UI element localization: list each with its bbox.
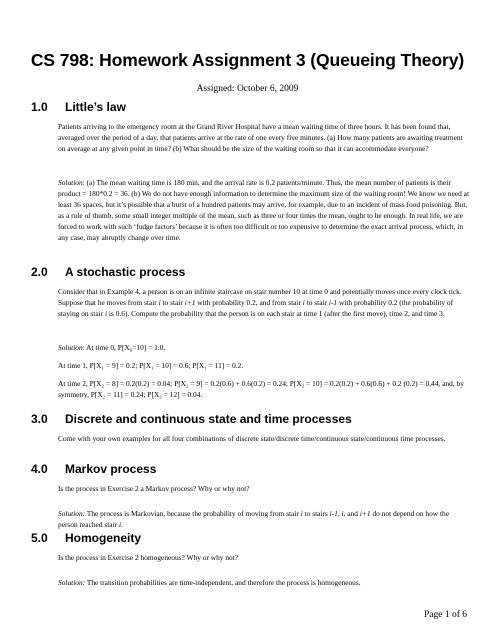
question-text: Consider that in Example 4, a person is on an infinite staircase on stair number 10 at time 0 and potentially moves once every clock tick. Suppose that he moves from stair	[58, 287, 462, 307]
solution-label: Solution	[58, 343, 83, 352]
assigned-date: Assigned: October 6, 2009	[196, 84, 299, 94]
question-text: with probability 0.2, and from stair	[195, 298, 303, 307]
section-heading-3	[31, 412, 352, 426]
solution-text: At time 1, P[X₁ = 9] = 0.2; P[X₁ = 10] = 0.6; P[X₁ = 11] = 0.2.	[58, 361, 244, 370]
page-title: CS 798: Homework Assignment 3 (Queueing Theory)	[30, 50, 465, 70]
question-text: with probability 0.2 (the probability of staying on stair	[58, 298, 454, 318]
solution-text: to stairs	[302, 509, 330, 518]
section-title: Markov process	[65, 462, 157, 476]
solution-label: Solution:	[58, 578, 86, 587]
section-heading-5	[31, 531, 141, 545]
solution-text: .	[121, 520, 123, 529]
question-text: is 0.6). Compute the probability that the person is on each stair at time 1 (after the first move), time 2, and time 3.	[107, 309, 445, 318]
math-var: i-1, i,	[329, 509, 346, 518]
solution-2-line-1	[58, 342, 470, 353]
question-3	[58, 433, 470, 444]
question-text: Is the process in Exercise 2 homogeneous? Why or why not?	[58, 553, 239, 562]
solution-label: Solution	[58, 178, 83, 187]
section-heading-4	[31, 462, 156, 476]
question-1	[58, 121, 470, 154]
section-number: 5.0	[31, 531, 48, 545]
question-5	[58, 552, 470, 563]
section-title: A stochastic process	[65, 265, 186, 279]
question-text: to stair	[160, 298, 185, 307]
section-number: 1.0	[31, 100, 48, 114]
math-var: i-1	[328, 298, 338, 307]
solution-text: : (a) The mean waiting time is 180 min, and the arrival rate is 0.2 patients/minute. Thus, the mean number of patients is their product = 180*0.2 = 36. (b) We do not have enough information to determine the maximum size of the waiting room! We know we need at least 36 spaces, but it’s possible that a burst of a hundred patients may arrive, for example, due to an incident of mass food poisoning. But, as a rule of thumb, some small integer multiple of the mean, such as three or four times the mean, ought to be enough. In real life, we are forced to work with such ‘fudge factors’ because it is often too difficult or too expensive to determine the exact arrival process, which, in any case, may abruptly change over time.	[58, 178, 470, 242]
question-2	[58, 286, 470, 319]
section-heading-2	[31, 265, 185, 279]
solution-text: At time 2, P[X₂ = 8] = 0.2(0.2) = 0.04; P[X₂ = 9] = 0.2(0.6) + 0.6(0.2) = 0.24; P[X₂ = 10] = 0.2(0.2) + 0.6(0.6) + 0.2 (0.2) = 0.44, and, by symmetry, P[X₂ = 11] = 0.24; P[X₂ = 12] = 0.04.	[58, 379, 464, 399]
section-heading-1	[31, 100, 126, 114]
question-text: Is the process in Exercise 2 a Markov process? Why or why not?	[58, 484, 250, 493]
question-text: to stair	[304, 298, 329, 307]
section-title: Discrete and continuous state and time processes	[65, 412, 352, 426]
solution-text: and	[345, 509, 360, 518]
solution-text: : At time 0, P[X₀=10] = 1.0.	[82, 343, 166, 352]
solution-label: Solution:	[58, 509, 86, 518]
solution-5	[58, 577, 470, 588]
math-var: i	[302, 298, 305, 307]
section-number: 4.0	[31, 462, 48, 476]
page-number: Page 1 of 6	[423, 610, 467, 620]
solution-1	[58, 177, 470, 243]
question-text: Come with your own examples for all four combinations of discrete state/discrete time/continuous state/continuous time processes.	[58, 434, 446, 443]
question-4	[58, 483, 470, 494]
solution-4	[58, 508, 470, 530]
math-var: i+1	[359, 509, 371, 518]
section-number: 2.0	[31, 265, 48, 279]
solution-2-line-2	[58, 360, 470, 371]
question-text: Patients arriving to the emergency room at the Grand River Hospital have a mean waiting time of three hours. It has been found that, averaged over the period of a day, that patients arrive at the rate of one every five minutes. (a) How many patients are awaiting treatment on average at any given point in time? (b) What should be the size of the waiting room so that it can accommodate everyone?	[58, 122, 463, 153]
solution-text: The transition probabilities are time-independent, and therefore the process is homogeneous.	[85, 578, 361, 587]
solution-text: do not depend on how the person reached stair	[58, 509, 450, 529]
math-var: i	[105, 309, 108, 318]
section-number: 3.0	[31, 412, 48, 426]
solution-2-line-3	[58, 378, 470, 400]
section-title: Homogeneity	[65, 531, 142, 545]
math-var: i	[300, 509, 303, 518]
solution-text: The process is Markovian, because the probability of moving from stair	[85, 509, 301, 518]
math-var: i	[118, 520, 122, 529]
math-var: i	[158, 298, 161, 307]
section-title: Little’s law	[65, 100, 126, 114]
math-var: i+1	[184, 298, 196, 307]
